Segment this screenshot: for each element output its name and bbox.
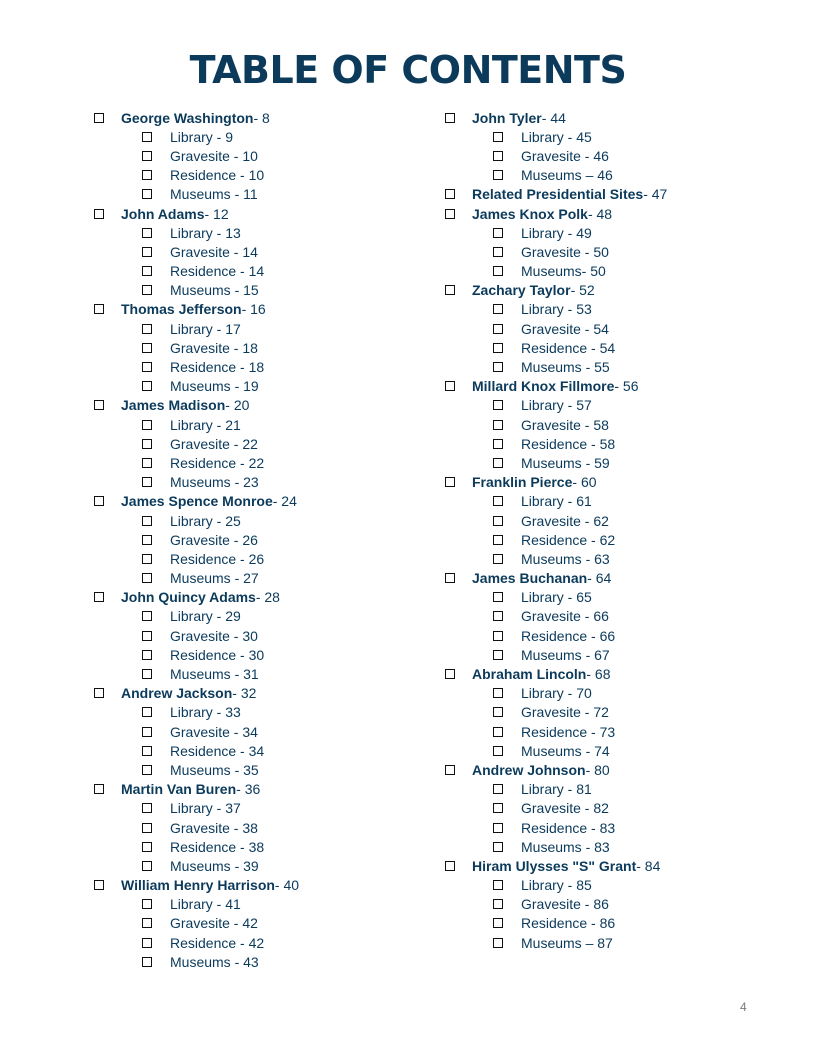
toc-subentry	[445, 338, 667, 357]
toc-subentry	[94, 319, 299, 338]
toc-subentry	[445, 492, 667, 511]
toc-subentry	[445, 223, 667, 242]
checkbox[interactable]	[493, 899, 503, 909]
toc-entry	[445, 377, 667, 396]
entry-title: John Adams	[121, 205, 205, 222]
entry-title: John Quincy Adams	[121, 589, 256, 606]
subentry-label: Library - 9	[170, 128, 234, 145]
toc-entry	[445, 760, 667, 779]
checkbox[interactable]	[493, 343, 503, 353]
checkbox[interactable]	[445, 669, 455, 679]
entry-page: - 80	[585, 761, 610, 778]
subentry-label: Gravesite - 54	[521, 320, 609, 337]
toc-entry	[445, 281, 667, 300]
checkbox[interactable]	[142, 631, 152, 641]
subentry-label: Library - 70	[521, 685, 592, 702]
checkbox[interactable]	[445, 477, 455, 487]
toc-subentry	[445, 588, 667, 607]
checkbox[interactable]	[142, 938, 152, 948]
checkbox[interactable]	[142, 266, 152, 276]
toc-subentry	[445, 780, 667, 799]
subentry-label: Gravesite - 38	[170, 819, 258, 836]
checkbox[interactable]	[493, 592, 503, 602]
toc-subentry	[94, 664, 299, 683]
subentry-label: Library - 81	[521, 781, 592, 798]
subentry-label: Museums - 31	[170, 666, 259, 683]
checkbox[interactable]	[493, 707, 503, 717]
subentry-label: Museums - 59	[521, 454, 610, 471]
checkbox[interactable]	[493, 151, 503, 161]
toc-subentry	[94, 818, 299, 837]
entry-title: John Tyler	[472, 109, 542, 126]
subentry-label: Residence - 26	[170, 550, 265, 567]
entry-title: James Madison	[121, 397, 226, 414]
subentry-label: Museums - 35	[170, 761, 259, 778]
checkbox[interactable]	[493, 170, 503, 180]
toc-subentry	[94, 607, 299, 626]
checkbox[interactable]	[142, 285, 152, 295]
toc-subentry	[94, 530, 299, 549]
toc-subentry	[94, 703, 299, 722]
page-number: 4	[740, 1000, 747, 1014]
toc-subentry	[94, 434, 299, 453]
subentry-label: Museums – 46	[521, 167, 613, 184]
subentry-label: Gravesite - 22	[170, 435, 258, 452]
checkbox[interactable]	[94, 496, 104, 506]
toc-subentry	[445, 607, 667, 626]
subentry-label: Museums - 83	[521, 838, 610, 855]
checkbox[interactable]	[493, 842, 503, 852]
checkbox[interactable]	[142, 516, 152, 526]
toc-subentry	[94, 722, 299, 741]
toc-subentry	[445, 741, 667, 760]
checkbox[interactable]	[142, 918, 152, 928]
toc-subentry	[445, 300, 667, 319]
toc-subentry	[94, 511, 299, 530]
entry-title: Martin Van Buren	[121, 781, 237, 798]
entry-page: - 84	[636, 857, 661, 874]
checkbox[interactable]	[493, 228, 503, 238]
checkbox[interactable]	[94, 304, 104, 314]
entry-page: - 8	[253, 109, 270, 126]
subentry-label: Library - 21	[170, 416, 241, 433]
entry-title: Zachary Taylor	[472, 282, 571, 299]
checkbox[interactable]	[142, 554, 152, 564]
checkbox[interactable]	[94, 592, 104, 602]
subentry-label: Residence - 58	[521, 435, 616, 452]
toc-subentry	[94, 223, 299, 242]
checkbox[interactable]	[493, 650, 503, 660]
subentry-label: Library - 61	[521, 493, 592, 510]
toc-subentry	[94, 338, 299, 357]
checkbox[interactable]	[493, 611, 503, 621]
checkbox[interactable]	[493, 458, 503, 468]
toc-subentry	[94, 799, 299, 818]
subentry-label: Gravesite - 42	[170, 915, 258, 932]
checkbox[interactable]	[493, 420, 503, 430]
checkbox[interactable]	[493, 324, 503, 334]
toc-subentry	[94, 549, 299, 568]
toc-subentry	[94, 760, 299, 779]
checkbox[interactable]	[94, 784, 104, 794]
entry-title: Thomas Jefferson	[121, 301, 242, 318]
subentry-label: Residence - 10	[170, 167, 265, 184]
subentry-label: Library - 57	[521, 397, 592, 414]
toc-subentry	[94, 569, 299, 588]
checkbox[interactable]	[493, 266, 503, 276]
entry-page: - 60	[572, 474, 597, 491]
subentry-label: Gravesite - 50	[521, 243, 609, 260]
toc-subentry	[445, 895, 667, 914]
subentry-label: Library - 85	[521, 877, 592, 894]
toc-entry	[94, 780, 299, 799]
entry-title: George Washington	[121, 109, 254, 126]
entry-page: - 28	[255, 589, 280, 606]
toc-subentry	[94, 242, 299, 261]
toc-subentry	[94, 473, 299, 492]
entry-title: William Henry Harrison	[121, 877, 275, 894]
subentry-label: Residence - 54	[521, 339, 616, 356]
checkbox[interactable]	[445, 209, 455, 219]
toc-entry	[445, 108, 667, 127]
checkbox[interactable]	[94, 113, 104, 123]
entry-title: Andrew Jackson	[121, 685, 233, 702]
toc-subentry	[445, 146, 667, 165]
subentry-label: Museums - 43	[170, 953, 259, 970]
subentry-label: Library - 33	[170, 704, 241, 721]
subentry-label: Gravesite - 10	[170, 147, 258, 164]
checkbox[interactable]	[493, 362, 503, 372]
checkbox[interactable]	[94, 400, 104, 410]
checkbox[interactable]	[142, 132, 152, 142]
subentry-label: Gravesite - 66	[521, 608, 609, 625]
checkbox[interactable]	[94, 209, 104, 219]
toc-entry	[445, 856, 667, 875]
checkbox[interactable]	[493, 688, 503, 698]
subentry-label: Museums - 67	[521, 646, 610, 663]
entry-title: Franklin Pierce	[472, 474, 573, 491]
checkbox[interactable]	[493, 516, 503, 526]
toc-subentry	[94, 933, 299, 952]
toc-subentry	[445, 530, 667, 549]
toc-subentry	[445, 799, 667, 818]
checkbox[interactable]	[142, 707, 152, 717]
checkbox[interactable]	[493, 880, 503, 890]
entry-page: - 68	[586, 666, 611, 683]
subentry-label: Residence - 66	[521, 627, 616, 644]
toc-subentry	[94, 895, 299, 914]
subentry-label: Residence - 22	[170, 454, 265, 471]
toc-subentry	[445, 166, 667, 185]
subentry-label: Residence - 34	[170, 742, 265, 759]
subentry-label: Gravesite - 62	[521, 512, 609, 529]
toc-subentry	[445, 434, 667, 453]
toc-entry	[94, 204, 299, 223]
checkbox[interactable]	[493, 918, 503, 928]
subentry-label: Gravesite - 14	[170, 243, 258, 260]
subentry-label: Museums - 74	[521, 742, 610, 759]
checkbox[interactable]	[142, 861, 152, 871]
checkbox[interactable]	[493, 727, 503, 737]
subentry-label: Gravesite - 58	[521, 416, 609, 433]
subentry-label: Library - 37	[170, 800, 241, 817]
checkbox[interactable]	[493, 823, 503, 833]
subentry-label: Library - 25	[170, 512, 241, 529]
subentry-label: Museums - 11	[170, 186, 258, 203]
entry-page: - 64	[587, 570, 612, 587]
checkbox[interactable]	[142, 899, 152, 909]
checkbox[interactable]	[445, 189, 455, 199]
toc-entry	[94, 300, 299, 319]
toc-subentry	[94, 952, 299, 971]
checkbox[interactable]	[142, 727, 152, 737]
checkbox[interactable]	[493, 400, 503, 410]
toc-subentry	[445, 262, 667, 281]
checkbox[interactable]	[493, 803, 503, 813]
toc-entry	[94, 588, 299, 607]
toc-subentry	[445, 645, 667, 664]
checkbox[interactable]	[493, 535, 503, 545]
checkbox[interactable]	[445, 285, 455, 295]
checkbox[interactable]	[142, 247, 152, 257]
checkbox[interactable]	[445, 765, 455, 775]
subentry-label: Museums - 39	[170, 857, 259, 874]
checkbox[interactable]	[142, 343, 152, 353]
toc-subentry	[94, 262, 299, 281]
entry-title: Andrew Johnson	[472, 761, 586, 778]
subentry-label: Library - 53	[521, 301, 592, 318]
subentry-label: Residence - 14	[170, 263, 265, 280]
toc-subentry	[445, 396, 667, 415]
checkbox[interactable]	[493, 554, 503, 564]
subentry-label: Museums – 87	[521, 934, 613, 951]
entry-page: - 32	[232, 685, 257, 702]
toc-subentry	[445, 549, 667, 568]
entry-page: - 44	[541, 109, 566, 126]
toc-entry	[94, 396, 299, 415]
checkbox[interactable]	[142, 228, 152, 238]
checkbox[interactable]	[142, 611, 152, 621]
subentry-label: Gravesite - 72	[521, 704, 609, 721]
toc-subentry	[445, 722, 667, 741]
subentry-label: Library - 29	[170, 608, 241, 625]
toc-subentry	[94, 741, 299, 760]
page-title: TABLE OF CONTENTS	[189, 48, 627, 92]
checkbox[interactable]	[142, 439, 152, 449]
checkbox[interactable]	[142, 535, 152, 545]
checkbox[interactable]	[493, 784, 503, 794]
toc-subentry	[445, 511, 667, 530]
subentry-label: Museums - 19	[170, 378, 259, 395]
toc-entry	[94, 684, 299, 703]
subentry-label: Library - 45	[521, 128, 592, 145]
checkbox[interactable]	[142, 746, 152, 756]
subentry-label: Gravesite - 26	[170, 531, 258, 548]
entry-title: James Spence Monroe	[121, 493, 273, 510]
checkbox[interactable]	[142, 573, 152, 583]
subentry-label: Museums - 23	[170, 474, 259, 491]
toc-subentry	[445, 242, 667, 261]
subentry-label: Residence - 62	[521, 531, 616, 548]
checkbox[interactable]	[142, 420, 152, 430]
toc-subentry	[94, 626, 299, 645]
checkbox[interactable]	[142, 803, 152, 813]
toc-subentry	[445, 818, 667, 837]
subentry-label: Gravesite - 34	[170, 723, 258, 740]
toc-subentry	[94, 166, 299, 185]
subentry-label: Museums- 50	[521, 263, 606, 280]
subentry-label: Gravesite - 86	[521, 896, 609, 913]
toc-subentry	[94, 645, 299, 664]
subentry-label: Museums - 55	[521, 359, 610, 376]
toc-subentry	[445, 703, 667, 722]
toc-subentry	[445, 127, 667, 146]
toc-column-left	[94, 108, 299, 971]
toc-entry	[94, 492, 299, 511]
toc-subentry	[445, 684, 667, 703]
checkbox[interactable]	[94, 688, 104, 698]
entry-page: - 20	[225, 397, 250, 414]
checkbox[interactable]	[142, 477, 152, 487]
toc-entry	[94, 876, 299, 895]
subentry-label: Residence - 83	[521, 819, 616, 836]
toc-subentry	[94, 357, 299, 376]
entry-title: James Buchanan	[472, 570, 588, 587]
subentry-label: Residence - 86	[521, 915, 616, 932]
subentry-label: Library - 17	[170, 320, 241, 337]
entry-page: - 24	[272, 493, 297, 510]
subentry-label: Gravesite - 46	[521, 147, 609, 164]
checkbox[interactable]	[142, 957, 152, 967]
checkbox[interactable]	[142, 362, 152, 372]
checkbox[interactable]	[493, 938, 503, 948]
toc-subentry	[445, 933, 667, 952]
subentry-label: Residence - 30	[170, 646, 265, 663]
entry-page: - 47	[643, 186, 668, 203]
toc-subentry	[445, 837, 667, 856]
checkbox[interactable]	[142, 189, 152, 199]
toc-subentry	[94, 856, 299, 875]
toc-subentry	[94, 377, 299, 396]
toc-subentry	[445, 415, 667, 434]
subentry-label: Library - 65	[521, 589, 592, 606]
toc-subentry	[445, 876, 667, 895]
checkbox[interactable]	[493, 631, 503, 641]
entry-page: - 56	[614, 378, 639, 395]
toc-entry	[445, 185, 667, 204]
toc-entry	[445, 664, 667, 683]
toc-entry	[94, 108, 299, 127]
entry-title: Millard Knox Fillmore	[472, 378, 615, 395]
entry-title: Abraham Lincoln	[472, 666, 587, 683]
subentry-label: Library - 13	[170, 224, 241, 241]
toc-entry	[445, 473, 667, 492]
entry-page: - 40	[274, 877, 300, 894]
toc-entry	[445, 569, 667, 588]
checkbox[interactable]	[142, 381, 152, 391]
subentry-label: Residence - 73	[521, 723, 616, 740]
entry-page: - 48	[587, 205, 613, 222]
checkbox[interactable]	[445, 381, 455, 391]
toc-subentry	[445, 453, 667, 472]
checkbox[interactable]	[142, 765, 152, 775]
checkbox[interactable]	[493, 132, 503, 142]
toc-subentry	[445, 914, 667, 933]
entry-title: Hiram Ulysses "S" Grant	[472, 857, 637, 874]
checkbox[interactable]	[493, 746, 503, 756]
entry-page: - 52	[570, 282, 595, 299]
entry-page: - 36	[236, 781, 261, 798]
subentry-label: Gravesite - 18	[170, 339, 258, 356]
subentry-label: Residence - 42	[170, 934, 265, 951]
checkbox[interactable]	[493, 247, 503, 257]
toc-subentry	[94, 185, 299, 204]
subentry-label: Gravesite - 30	[170, 627, 258, 644]
toc-subentry	[94, 127, 299, 146]
checkbox[interactable]	[142, 842, 152, 852]
toc-subentry	[445, 319, 667, 338]
checkbox[interactable]	[493, 439, 503, 449]
subentry-label: Museums - 27	[170, 570, 259, 587]
toc-subentry	[445, 626, 667, 645]
checkbox[interactable]	[445, 573, 455, 583]
checkbox[interactable]	[445, 113, 455, 123]
subentry-label: Residence - 38	[170, 838, 265, 855]
entry-page: - 16	[241, 301, 266, 318]
subentry-label: Library - 49	[521, 224, 592, 241]
checkbox[interactable]	[142, 669, 152, 679]
checkbox[interactable]	[493, 304, 503, 314]
subentry-label: Museums - 63	[521, 550, 610, 567]
toc-subentry	[445, 357, 667, 376]
entry-page: - 12	[204, 205, 229, 222]
toc-entry	[445, 204, 667, 223]
subentry-label: Gravesite - 82	[521, 800, 609, 817]
toc-subentry	[94, 914, 299, 933]
entry-title: Related Presidential Sites	[472, 186, 644, 203]
toc-subentry	[94, 281, 299, 300]
checkbox[interactable]	[94, 880, 104, 890]
checkbox[interactable]	[445, 861, 455, 871]
checkbox[interactable]	[142, 324, 152, 334]
subentry-label: Residence - 18	[170, 359, 265, 376]
subentry-label: Museums - 15	[170, 282, 259, 299]
checkbox[interactable]	[142, 170, 152, 180]
entry-title: James Knox Polk	[472, 205, 588, 222]
checkbox[interactable]	[142, 458, 152, 468]
toc-subentry	[94, 146, 299, 165]
toc-subentry	[94, 453, 299, 472]
checkbox[interactable]	[493, 496, 503, 506]
toc-subentry	[94, 415, 299, 434]
checkbox[interactable]	[142, 151, 152, 161]
checkbox[interactable]	[142, 650, 152, 660]
toc-subentry	[94, 837, 299, 856]
checkbox[interactable]	[142, 823, 152, 833]
toc-column-right	[445, 108, 667, 952]
subentry-label: Library - 41	[170, 896, 241, 913]
